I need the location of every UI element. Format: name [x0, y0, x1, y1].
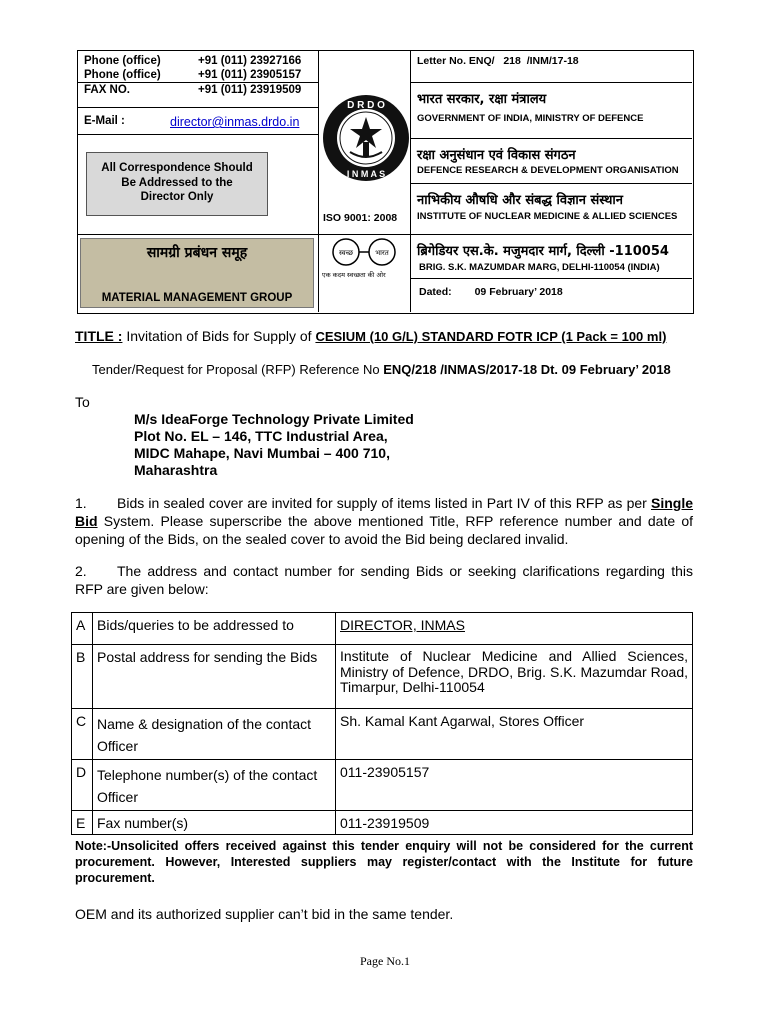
- correspondence-line: All Correspondence Should: [101, 162, 253, 174]
- paragraph-2: [75, 562, 693, 598]
- contact-value: +91 (011) 23927166: [198, 55, 302, 67]
- reference-line: [92, 362, 671, 377]
- mmg-english: MATERIAL MANAGEMENT GROUP: [101, 292, 293, 304]
- page-number: Page No.1: [360, 954, 410, 968]
- email-row: [84, 115, 316, 129]
- drdo-hindi: रक्षा अनुसंधान एवं विकास संगठन: [417, 148, 576, 163]
- swachh-bharat-logo: [324, 238, 404, 268]
- table-row: [72, 760, 693, 811]
- row-value: 011-23919509: [336, 811, 693, 835]
- table-row: [72, 709, 693, 760]
- email-label: E-Mail :: [84, 115, 125, 127]
- row-label: Name & designation of the contact Officer: [93, 709, 336, 760]
- fax-label: FAX NO.: [84, 84, 131, 96]
- contacts: [84, 54, 314, 82]
- row-value: DIRECTOR, INMAS: [336, 613, 693, 645]
- contact-label: Phone (office): [84, 55, 161, 67]
- addr-english: BRIG. S.K. MAZUMDAR MARG, DELHI-110054 (INDIA): [419, 262, 660, 273]
- table-row: [72, 811, 693, 835]
- emblem-bottom-text: I N M A S: [346, 169, 386, 179]
- row-value: Sh. Kamal Kant Agarwal, Stores Officer: [336, 709, 693, 760]
- oem-statement: OEM and its authorized supplier can’t bid in the same tender.: [75, 906, 454, 922]
- para2-text: The address and contact number for sending Bids or seeking clarifications regarding this RFP are given below:: [75, 563, 693, 597]
- inst-hindi: नाभिकीय औषधि और संबद्ध विज्ञान संस्थान: [417, 193, 623, 208]
- correspondence-line: Director Only: [140, 191, 214, 203]
- row-key: C: [72, 709, 93, 760]
- addressee-line: Maharashtra: [134, 462, 218, 478]
- dated-row: [419, 286, 563, 298]
- title-label: TITLE :: [75, 328, 123, 344]
- row-label: Bids/queries to be addressed to: [93, 613, 336, 645]
- emblem-ring-text: D R D O: [347, 100, 385, 111]
- swachh-left: स्वच्छ: [338, 249, 354, 257]
- para1-rest: System. Please superscribe the above mentioned Title, RFP reference number and date of opening of the Bids, on the sealed cover to avoid the Bid being declared invalid.: [75, 513, 693, 547]
- contacts-rule-3: [78, 234, 692, 235]
- fax-row: [84, 84, 314, 96]
- right-rule-2: [410, 138, 692, 139]
- contacts-rule-2: [78, 107, 318, 108]
- table-row: [72, 613, 693, 645]
- right-rule-3: [410, 183, 692, 184]
- row-key: B: [72, 645, 93, 709]
- contact-value: +91 (011) 23905157: [198, 69, 302, 81]
- row-label: Telephone number(s) of the contact Officer: [93, 760, 336, 811]
- title-item: CESIUM (10 G/L) STANDARD FOTR ICP (1 Pack = 100 ml): [315, 329, 667, 344]
- reference-number: ENQ/218 /INMAS/2017-18 Dt. 09 February’ 2018: [383, 362, 671, 377]
- iso-label: ISO 9001: 2008: [323, 212, 398, 224]
- paragraph-1: [75, 494, 693, 548]
- header-divider-left: [318, 50, 319, 312]
- row-value: 011-23905157: [336, 760, 693, 811]
- swachh-right: भारत: [375, 249, 389, 257]
- mmg-box: [80, 238, 314, 308]
- drdo-english: DEFENCE RESEARCH & DEVELOPMENT ORGANISATION: [417, 165, 679, 176]
- addressee-line: MIDC Mahape, Navi Mumbai – 400 710,: [134, 445, 390, 461]
- swachh-caption: एक कदम स्वच्छता की ओर: [322, 271, 386, 279]
- row-label: Fax number(s): [93, 811, 336, 835]
- dated-value: 09 February’ 2018: [474, 286, 563, 298]
- addressee-block: [134, 411, 414, 479]
- email-link[interactable]: director@inmas.drdo.in: [170, 115, 300, 129]
- correspondence-box: [86, 152, 268, 216]
- title-text: Invitation of Bids for Supply of: [122, 328, 316, 344]
- addressee-line: Plot No. EL – 146, TTC Industrial Area,: [134, 428, 388, 444]
- dated-label: Dated:: [419, 286, 452, 298]
- contact-label: Phone (office): [84, 69, 161, 81]
- addressee-line: M/s IdeaForge Technology Private Limited: [134, 411, 414, 427]
- gov-hindi: भारत सरकार, रक्षा मंत्रालय: [417, 92, 547, 107]
- para1-emphasis: Single Bid: [75, 495, 693, 529]
- drdo-emblem: [320, 92, 412, 184]
- row-value: Institute of Nuclear Medicine and Allied Sciences, Ministry of Defence, DRDO, Brig. S.K. Mazumdar Road, Timarpur, Delhi-110054: [336, 645, 693, 709]
- addr-hindi: ब्रिगेडियर एस.के. मजुमदार मार्ग, दिल्ली -110054: [417, 244, 669, 259]
- inst-english: INSTITUTE OF NUCLEAR MEDICINE & ALLIED SCIENCES: [417, 211, 678, 222]
- para1-lead: Bids in sealed cover are invited for supply of items listed in Part IV of this RFP as per: [117, 495, 651, 511]
- reference-prefix: Tender/Request for Proposal (RFP) Reference No: [92, 362, 384, 377]
- gov-english: GOVERNMENT OF INDIA, MINISTRY OF DEFENCE: [417, 113, 644, 124]
- to-label: To: [75, 394, 90, 410]
- title-line: [75, 328, 666, 344]
- row-key: A: [72, 613, 93, 645]
- contact-table: [71, 612, 693, 835]
- table-row: [72, 645, 693, 709]
- mmg-hindi: सामग्री प्रबंधन समूह: [146, 245, 248, 261]
- right-rule-1: [410, 82, 692, 83]
- right-rule-4: [410, 278, 692, 279]
- letter-number: Letter No. ENQ/ 218 /INM/17-18: [417, 55, 579, 67]
- row-label: Postal address for sending the Bids: [93, 645, 336, 709]
- fax-value: +91 (011) 23919509: [198, 84, 302, 96]
- note: Note:-Unsolicited offers received against this tender enquiry will not be considered for the current procurement. However, Interested suppliers may register/contact with the Institute for future procurement.: [75, 839, 693, 885]
- para2-number: 2.: [75, 563, 87, 579]
- email-rule: [78, 134, 318, 135]
- correspondence-line: Be Addressed to the: [121, 176, 233, 189]
- row-key: E: [72, 811, 93, 835]
- para1-number: 1.: [75, 495, 87, 511]
- contacts-rule-1: [78, 82, 318, 83]
- row-key: D: [72, 760, 93, 811]
